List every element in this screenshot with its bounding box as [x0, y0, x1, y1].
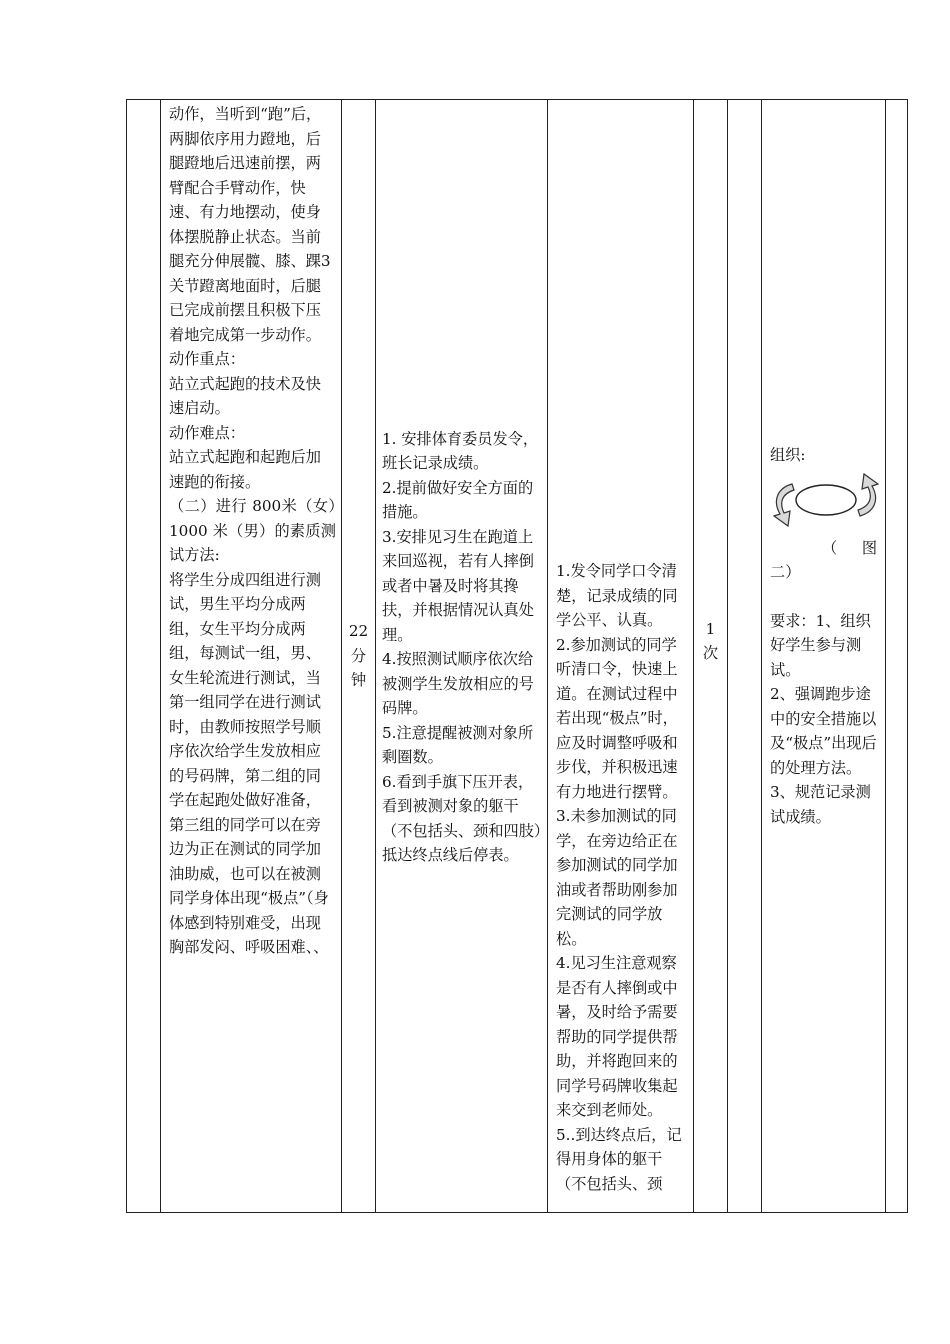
teacher-item: 1. 安排体育委员发令，班长记录成绩。: [382, 429, 539, 472]
organization-cell: [762, 100, 886, 1213]
teacher-item: 3.安排见习生在跑道上来回巡视，若有人摔倒或者中暑及时将其搀扶，并根据情况认真处理。: [382, 527, 534, 644]
test-method-text: 将学生分成四组进行测试，男生平均分成两组，女生平均分成两组，每测试一组，男、女生轮流进行测试，当第一组同学在进行测试时，由教师按照学号顺序依次给学生发放相应的号码牌，第二组的同学在起跑处做好准备，第三组的同学可以在旁边为正在测试的同学加油助威，也可以在被测同学身体出现“极点”（身体感到特别难受，出现胸部发闷、呼吸困难、、: [169, 570, 329, 956]
requirement-item: 2、强调跑步途中的安全措施以及“极点”出现后的处理方法。: [770, 685, 877, 777]
test-heading: （二）进行 800米（女）1000 米（男）的素质测试方法:: [169, 497, 336, 564]
difficulty-heading: 动作难点：: [169, 423, 245, 442]
table-row: [127, 100, 908, 1213]
requirement-item: 要求：1、组织好学生参与测试。: [770, 611, 871, 679]
figure-caption-end: 二）: [770, 563, 801, 581]
time-value: 22分钟: [348, 622, 369, 690]
blank-col-narrow: [728, 100, 762, 1213]
key-point-heading: 动作重点：: [169, 350, 245, 368]
key-point-text: 站立式起跑的技术及快速启动。: [169, 374, 321, 417]
teacher-item: 4.按照测试顺序依次给被测学生发放相应的号码牌。: [382, 650, 534, 717]
teacher-item: 6.看到手旗下压开表，看到被测对象的躯干（不包括头、颈和四肢）抵达终点线后停表。: [382, 772, 542, 864]
student-item: 1.发令同学口令清楚，记录成绩的同学公平、认真。: [556, 562, 678, 629]
count-cell: [694, 100, 728, 1213]
student-activities-cell: [548, 100, 694, 1213]
method-cell: [161, 100, 342, 1213]
teacher-activities-cell: [376, 100, 548, 1213]
requirement-item: 3、规范记录测试成绩。: [770, 783, 871, 826]
student-item: 4.见习生注意观察是否有人摔倒或中暑，及时给予需要帮助的同学提供帮助，并将跑回来的同学号码牌收集起来交到老师处。: [556, 954, 678, 1119]
blank-col-right: [886, 100, 908, 1213]
figure-caption: （ 图: [822, 538, 877, 557]
organization-label: 组织:: [770, 446, 806, 464]
student-item: 5..到达终点后，记得用身体的躯干（不包括头、颈: [556, 1125, 682, 1193]
lesson-plan-table: [126, 99, 908, 1213]
difficulty-text: 站立式起跑和起跑后加速跑的衔接。: [169, 448, 321, 491]
count-value: 1次: [702, 619, 719, 662]
time-cell: [342, 100, 376, 1213]
student-item: 3.未参加测试的同学，在旁边给正在参加测试的同学加油或者帮助刚参加完测试的同学放松。: [556, 807, 678, 948]
method-paragraph: 动作，当听到“跑”后，两脚依序用力蹬地，后腿蹬地后迅速前摆，两臂配合手臂动作，快速、有力地摆动，使身体摆脱静止状态。当前腿充分伸展髋、膝、踝3关节蹬离地面时，后腿已完成前摆且积极下压着地完成第一步动作。: [169, 105, 331, 344]
teacher-item: 2.提前做好安全方面的措施。: [382, 478, 534, 521]
running-track-loop-icon: [770, 470, 882, 530]
student-item: 2.参加测试的同学听清口令，快速上道。在测试过程中若出现“极点”时，应及时调整呼吸和步伐，并积极迅速有力地进行摆臂。: [556, 635, 678, 801]
teacher-item: 5.注意提醒被测对象所剩圈数。: [382, 723, 534, 766]
blank-col-left: [127, 100, 161, 1213]
